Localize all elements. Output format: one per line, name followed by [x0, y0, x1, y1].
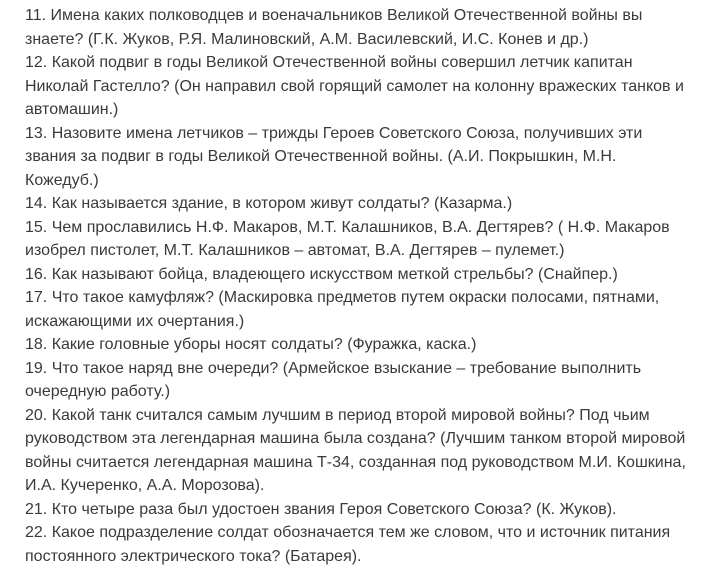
question-16: 16. Как называют бойца, владеющего искусством меткой стрельбы? (Снайпер.) [25, 265, 618, 283]
question-12: 12. Какой подвиг в годы Великой Отечественной войны совершил летчик капитан Николай Гастелло? (Он направил свой горящий самолет на колонну вражеских танков и автомашин.) [25, 54, 684, 118]
question-18: 18. Какие головные уборы носят солдаты? (Фуражка, каска.) [25, 336, 477, 353]
question-21: 21. Кто четыре раза был удостоен звания Героя Советского Союза? (К. Жуков). [25, 500, 617, 518]
question-11: 11. Имена каких полководцев и военачальников Великой Отечественной войны вы знаете? (Г.К. Жуков, Р.Я. Малиновский, А.М. Василевский, И.С. Конев и др.) [25, 7, 643, 48]
question-20: 20. Какой танк считался самым лучшим в период второй мировой войны? Под чьим руководством эта легендарная машина была создана? (Лучшим танком второй мировой войны считается легендарная машина Т-34, созданная под руководством М.И. Кошкина, И.А. Кучеренко, А.А. Морозова). [25, 406, 686, 494]
question-22: 22. Какое подразделение солдат обозначается тем же словом, что и источник питания постоянного электрического тока? (Батарея). [25, 524, 671, 565]
question-19: 19. Что такое наряд вне очереди? (Армейское взыскание – требование выполнить очередную работу.) [25, 359, 642, 400]
question-17: 17. Что такое камуфляж? (Маскировка предметов путем окраски полосами, пятнами, искажающими их очертания.) [25, 289, 660, 330]
question-14: 14. Как называется здание, в котором живут солдаты? (Казарма.) [25, 195, 513, 212]
question-13: 13. Назовите имена летчиков – трижды Героев Советского Союза, получивших эти звания за подвиг в годы Великой Отечественной войны. (А.И. Покрышкин, М.Н. Кожедуб.) [25, 124, 643, 189]
question-15: 15. Чем прославились Н.Ф. Макаров, М.Т. Калашников, В.А. Дегтярев? ( Н.Ф. Макаров изобрел пистолет, М.Т. Калашников – автомат, В.А. Дегтярев – пулемет.) [25, 218, 670, 259]
